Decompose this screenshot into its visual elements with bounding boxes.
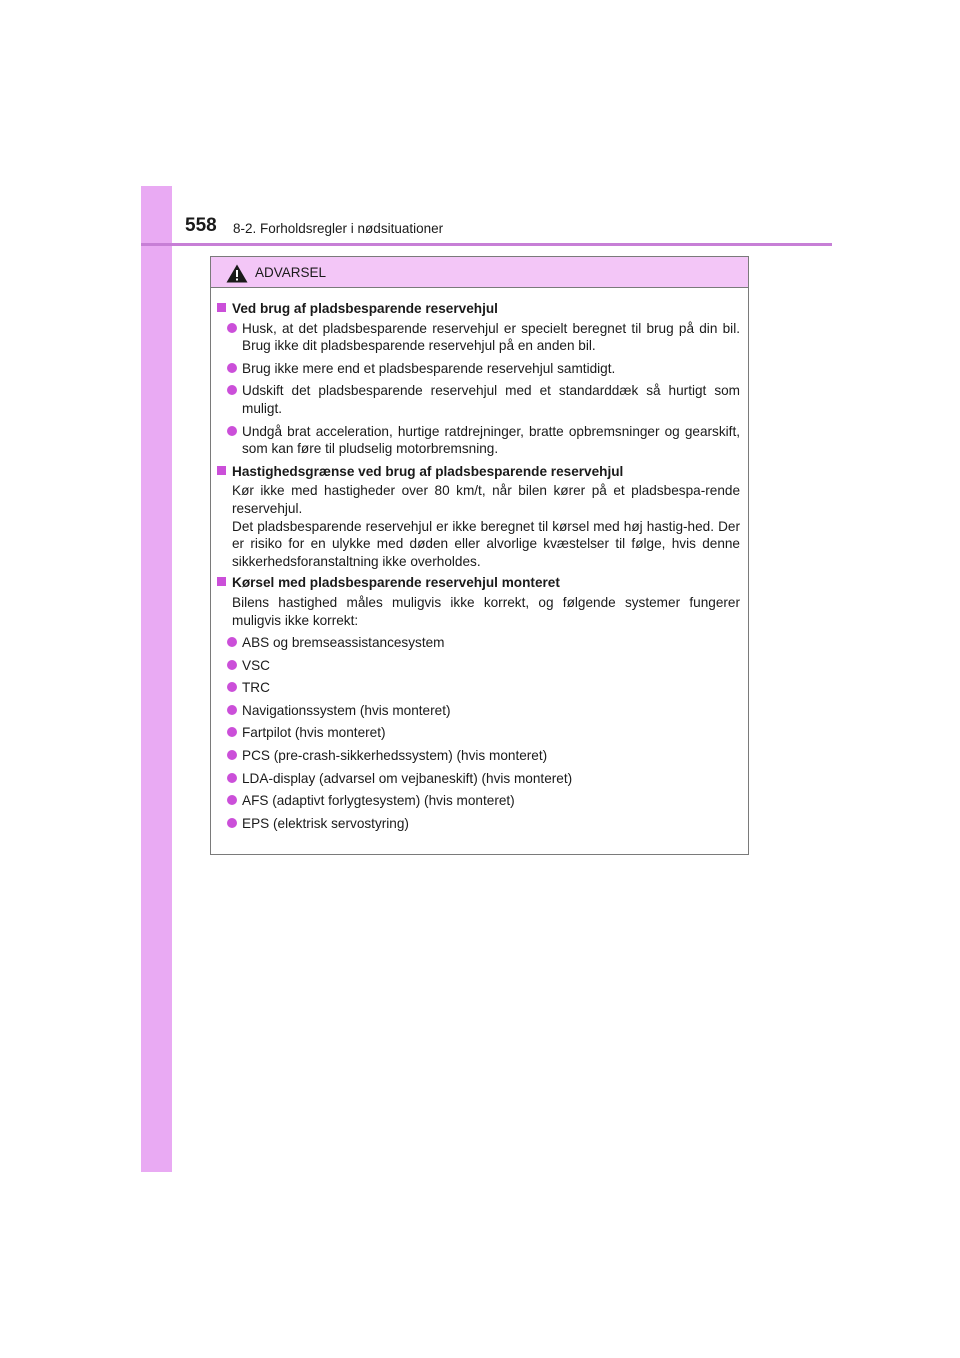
round-bullet-icon [227, 323, 237, 333]
warning-content [211, 288, 748, 832]
section-title: 8-2. Forholdsregler i nødsituationer [233, 221, 444, 236]
list-item: TRC [217, 679, 740, 697]
round-bullet-icon [227, 385, 237, 395]
chapter-sidebar-tab [141, 186, 172, 1172]
warning-section [217, 300, 740, 458]
list-item: LDA-display (advarsel om vejbaneskift) (hvis monteret) [217, 770, 740, 788]
round-bullet-icon [227, 818, 237, 828]
round-bullet-icon [227, 660, 237, 670]
warning-label: ADVARSEL [255, 265, 327, 280]
list-item: PCS (pre-crash-sikkerhedssystem) (hvis monteret) [217, 747, 740, 765]
round-bullet-icon [227, 773, 237, 783]
warning-triangle-icon [226, 264, 248, 283]
square-bullet-icon [217, 466, 226, 475]
list-item: EPS (elektrisk servostyring) [217, 815, 740, 833]
round-bullet-icon [227, 682, 237, 692]
round-bullet-icon [227, 426, 237, 436]
list-item: Navigationssystem (hvis monteret) [217, 702, 740, 720]
list-item: Fartpilot (hvis monteret) [217, 724, 740, 742]
list-item: Brug ikke mere end et pladsbesparende reservehjul samtidigt. [217, 360, 740, 378]
square-bullet-icon [217, 577, 226, 586]
round-bullet-icon [227, 637, 237, 647]
paragraph: Det pladsbesparende reservehjul er ikke beregnet til kørsel med høj hastig-hed. Der er risiko for en ulykke med døden eller alvorlige kvæstelser til følge, hvis denne sikkerhedsforanstaltning ikke overholdes. [232, 518, 740, 569]
list-item: Undgå brat acceleration, hurtige ratdrejninger, bratte opbremsninger og gearskift, som kan føre til pludselig motorbremsning. [217, 423, 740, 458]
list-item: Udskift det pladsbesparende reservehjul med et standarddæk så hurtigt som muligt. [217, 382, 740, 417]
warning-box [210, 256, 749, 855]
paragraph: Kør ikke med hastigheder over 80 km/t, når bilen kører på et pladsbespa-rende reservehjul. [232, 483, 740, 516]
round-bullet-icon [227, 727, 237, 737]
warning-header [211, 257, 748, 288]
paragraph: Bilens hastighed måles muligvis ikke korrekt, og følgende systemer fungerer muligvis ikke korrekt: [232, 594, 740, 628]
section-heading: Ved brug af pladsbesparende reservehjul [217, 300, 740, 318]
list-item: VSC [217, 657, 740, 675]
round-bullet-icon [227, 705, 237, 715]
warning-section [217, 463, 740, 571]
list-item: Husk, at det pladsbesparende reservehjul er specielt beregnet til brug på din bil. Brug ikke dit pladsbesparende reservehjul på en anden bil. [217, 320, 740, 355]
round-bullet-icon [227, 363, 237, 373]
list-item: ABS og bremseassistancesystem [217, 634, 740, 652]
header-rule [141, 243, 832, 246]
section-heading: Hastighedsgrænse ved brug af pladsbesparende reservehjul [217, 463, 740, 481]
section-heading: Kørsel med pladsbesparende reservehjul monteret [217, 574, 740, 592]
warning-section [217, 574, 740, 832]
round-bullet-icon [227, 750, 237, 760]
round-bullet-icon [227, 795, 237, 805]
page-number: 558 [185, 215, 217, 236]
list-item: AFS (adaptivt forlygtesystem) (hvis monteret) [217, 792, 740, 810]
square-bullet-icon [217, 303, 226, 312]
